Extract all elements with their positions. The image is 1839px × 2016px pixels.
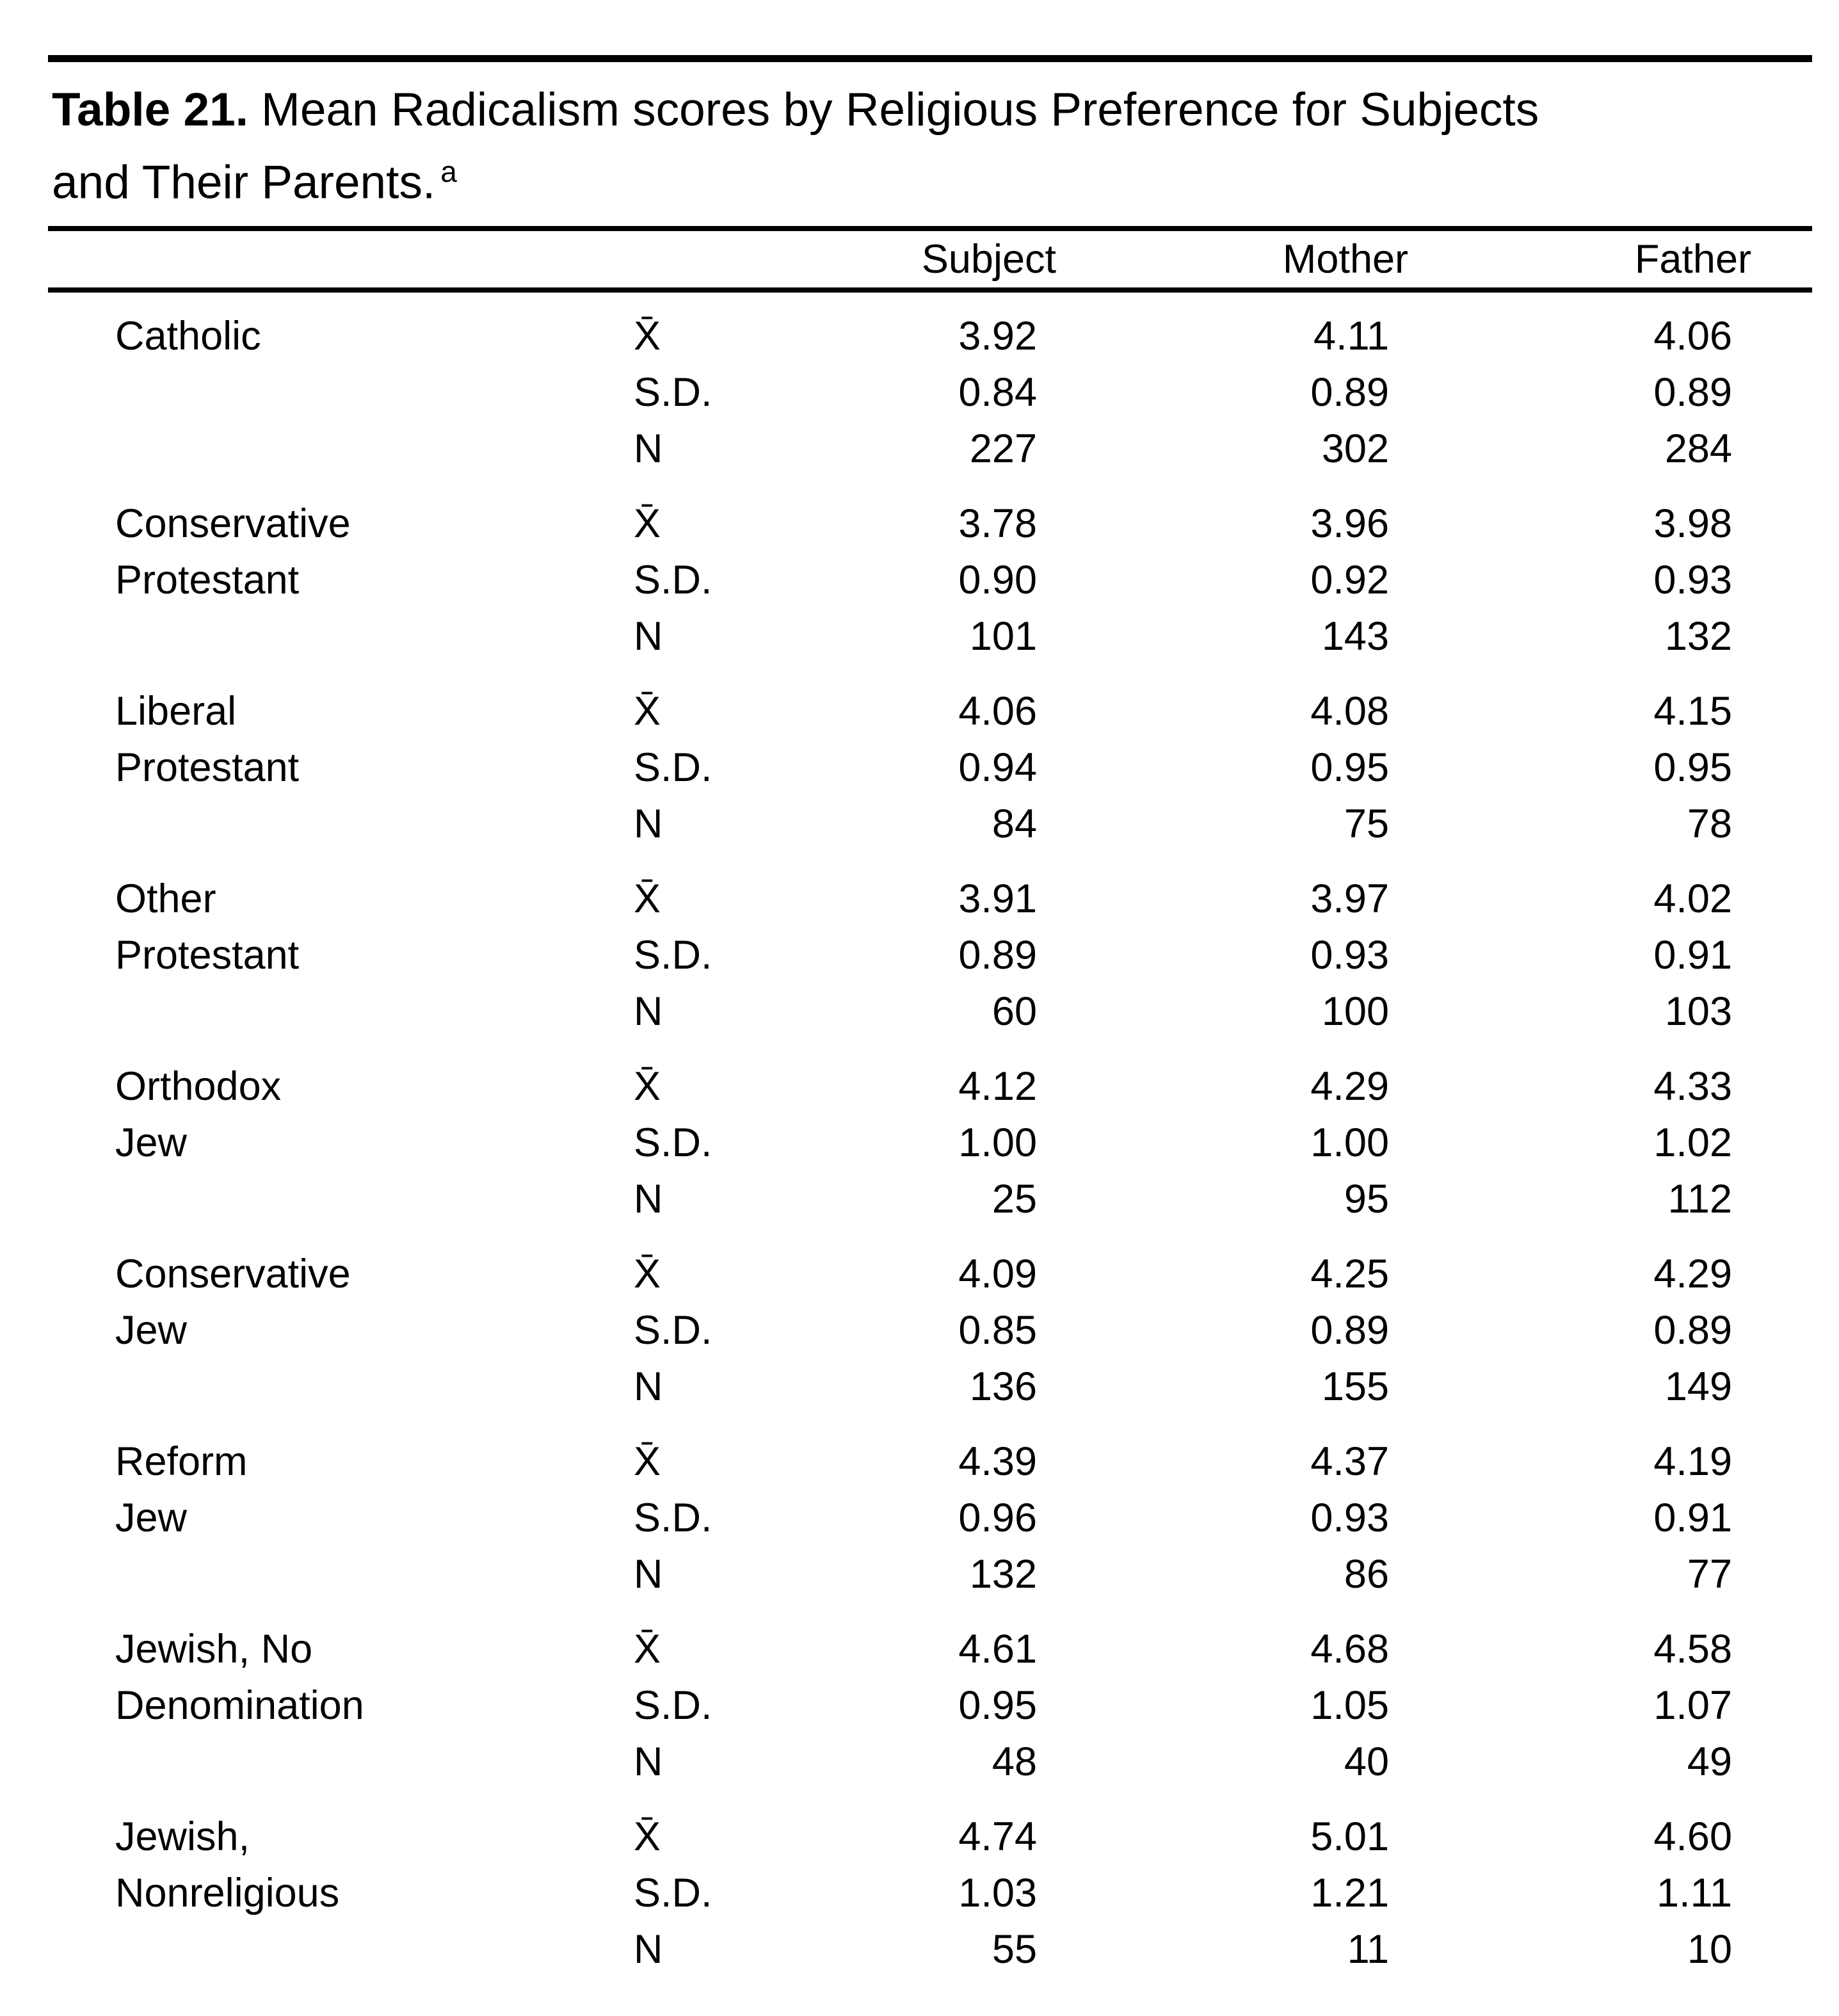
group-label-line3: [115, 983, 634, 1040]
father-mean: 3.98: [1653, 501, 1732, 547]
mother-mean: 4.25: [1310, 1252, 1389, 1297]
mother-n: 143: [1321, 614, 1389, 659]
father-mean: 4.60: [1653, 1814, 1732, 1860]
father-mean: 4.19: [1653, 1439, 1732, 1485]
group-label-line1: Jewish,: [115, 1814, 250, 1860]
father-mean: 4.06: [1653, 314, 1732, 359]
mother-n: 40: [1344, 1739, 1389, 1785]
religion-group-block: [48, 1433, 1812, 1602]
column-header-row: [48, 231, 1812, 287]
group-label-line1: Other: [115, 876, 216, 922]
father-sd: 0.95: [1653, 745, 1732, 791]
religion-group-block: [48, 1809, 1812, 1978]
subject-sd: 0.85: [958, 1308, 1037, 1353]
mother-sd: 0.92: [1310, 558, 1389, 603]
group-label-line3: [115, 608, 634, 665]
stat-label-sd: S.D.: [634, 558, 712, 603]
header-separator-rule: [48, 287, 1812, 293]
subject-n: 84: [992, 802, 1037, 847]
mother-sd: 1.00: [1310, 1120, 1389, 1166]
group-label-line2: Nonreligious: [115, 1871, 340, 1916]
subject-n: 25: [992, 1177, 1037, 1222]
stat-label-sd: S.D.: [634, 1871, 712, 1916]
group-label-line2: [115, 364, 634, 421]
stat-label-sd: S.D.: [634, 1496, 712, 1541]
subject-mean: 3.91: [958, 876, 1037, 922]
father-n: 10: [1687, 1927, 1732, 1972]
stat-label-mean: X̄: [634, 1252, 661, 1297]
mother-sd: 0.93: [1310, 933, 1389, 978]
religion-group-block: [48, 1058, 1812, 1227]
group-label-line1: Conservative: [115, 501, 351, 547]
father-n: 284: [1664, 426, 1732, 472]
religion-group-block: [48, 496, 1812, 665]
subject-n: 101: [969, 614, 1037, 659]
mother-sd: 0.89: [1310, 1308, 1389, 1353]
stat-label-n: N: [634, 426, 663, 472]
father-mean: 4.29: [1653, 1252, 1732, 1297]
stat-label-sd: S.D.: [634, 1308, 712, 1353]
group-label-line1: Reform: [115, 1439, 248, 1485]
group-label-line3: [115, 1921, 634, 1978]
stat-label-mean: X̄: [634, 1064, 661, 1109]
father-n: 132: [1664, 614, 1732, 659]
father-mean: 4.02: [1653, 876, 1732, 922]
mother-sd: 0.93: [1310, 1496, 1389, 1541]
column-header-father: Father: [1634, 237, 1751, 282]
religion-group-block: [48, 683, 1812, 852]
caption-separator-rule: [48, 226, 1812, 231]
father-mean: 4.15: [1653, 689, 1732, 734]
subject-sd: 1.03: [958, 1871, 1037, 1916]
subject-mean: 4.74: [958, 1814, 1037, 1860]
mother-n: 155: [1321, 1364, 1389, 1410]
stat-label-mean: X̄: [634, 314, 661, 359]
father-n: 112: [1667, 1177, 1732, 1222]
subject-sd: 0.96: [958, 1496, 1037, 1541]
subject-sd: 1.00: [958, 1120, 1037, 1166]
religion-group-block: [48, 308, 1812, 477]
subject-mean: 4.39: [958, 1439, 1037, 1485]
subject-sd: 0.84: [958, 370, 1037, 415]
mother-mean: 3.96: [1310, 501, 1389, 547]
subject-n: 60: [992, 989, 1037, 1035]
subject-n: 136: [969, 1364, 1037, 1410]
group-label-line2: Jew: [115, 1496, 188, 1541]
group-label-line3: [115, 1359, 634, 1415]
group-label-line2: Protestant: [115, 558, 300, 603]
subject-mean: 3.78: [958, 501, 1037, 547]
mother-mean: 4.37: [1310, 1439, 1389, 1485]
stat-label-n: N: [634, 1552, 663, 1597]
group-label-line3: [115, 421, 634, 477]
table-body: [48, 293, 1812, 1978]
subject-mean: 4.12: [958, 1064, 1037, 1109]
stat-label-sd: S.D.: [634, 1683, 712, 1729]
caption-line-1: [52, 79, 1812, 141]
stat-label-n: N: [634, 1927, 663, 1972]
stat-label-sd: S.D.: [634, 370, 712, 415]
mother-n: 302: [1321, 426, 1389, 472]
group-label-line3: [115, 1734, 634, 1790]
column-header-subject: Subject: [921, 237, 1056, 282]
group-label-line3: [115, 1546, 634, 1602]
father-sd: 1.07: [1653, 1683, 1732, 1729]
father-sd: 0.89: [1653, 370, 1732, 415]
subject-mean: 4.06: [958, 689, 1037, 734]
group-label-line1: Liberal: [115, 689, 237, 734]
group-label-line3: [115, 796, 634, 852]
mother-sd: 1.21: [1310, 1871, 1389, 1916]
stat-label-n: N: [634, 802, 663, 847]
subject-sd: 0.94: [958, 745, 1037, 791]
stat-label-n: N: [634, 614, 663, 659]
father-mean: 4.33: [1653, 1064, 1732, 1109]
mother-mean: 3.97: [1310, 876, 1389, 922]
stat-label-sd: S.D.: [634, 745, 712, 791]
religion-group-block: [48, 871, 1812, 1040]
subject-sd: 0.89: [958, 933, 1037, 978]
mother-n: 86: [1344, 1552, 1389, 1597]
caption-line-2: [52, 141, 1812, 213]
caption-text-2: and Their Parents.: [52, 156, 436, 209]
stat-label-n: N: [634, 1177, 663, 1222]
stat-label-mean: X̄: [634, 1814, 661, 1860]
stat-label-n: N: [634, 1739, 663, 1785]
subject-n: 227: [969, 426, 1037, 472]
top-rule: [48, 55, 1812, 62]
subject-n: 132: [969, 1552, 1037, 1597]
mother-n: 11: [1347, 1927, 1389, 1972]
caption-text-1: Mean Radicalism scores by Religious Preference for Subjects: [261, 84, 1539, 136]
mother-sd: 1.05: [1310, 1683, 1389, 1729]
stat-label-n: N: [634, 989, 663, 1035]
subject-mean: 4.61: [958, 1627, 1037, 1672]
subject-n: 48: [992, 1739, 1037, 1785]
stat-label-sd: S.D.: [634, 933, 712, 978]
father-sd: 0.93: [1653, 558, 1732, 603]
footnote-marker: a: [440, 155, 457, 188]
group-label-line3: [115, 1171, 634, 1227]
table-caption: [52, 79, 1812, 213]
father-n: 49: [1687, 1739, 1732, 1785]
father-sd: 0.91: [1653, 933, 1732, 978]
mother-mean: 4.29: [1310, 1064, 1389, 1109]
group-label-line2: Denomination: [115, 1683, 364, 1729]
mother-mean: 4.08: [1310, 689, 1389, 734]
table-number: Table 21.: [52, 84, 249, 136]
father-sd: 1.02: [1653, 1120, 1732, 1166]
mother-mean: 4.68: [1310, 1627, 1389, 1672]
mother-n: 95: [1344, 1177, 1389, 1222]
mother-n: 100: [1321, 989, 1389, 1035]
column-header-mother: Mother: [1282, 237, 1408, 282]
father-n: 78: [1687, 802, 1732, 847]
religion-group-block: [48, 1246, 1812, 1415]
subject-sd: 0.90: [958, 558, 1037, 603]
father-n: 149: [1664, 1364, 1732, 1410]
group-label-line2: Protestant: [115, 933, 300, 978]
group-label-line1: Catholic: [115, 314, 261, 359]
subject-sd: 0.95: [958, 1683, 1037, 1729]
father-n: 103: [1664, 989, 1732, 1035]
father-n: 77: [1687, 1552, 1732, 1597]
father-sd: 1.11: [1657, 1871, 1732, 1916]
mother-sd: 0.95: [1310, 745, 1389, 791]
group-label-line1: Conservative: [115, 1252, 351, 1297]
subject-mean: 4.09: [958, 1252, 1037, 1297]
subject-mean: 3.92: [958, 314, 1037, 359]
mother-n: 75: [1344, 802, 1389, 847]
stat-label-mean: X̄: [634, 501, 661, 547]
group-label-line2: Protestant: [115, 745, 300, 791]
mother-sd: 0.89: [1310, 370, 1389, 415]
stat-label-mean: X̄: [634, 689, 661, 734]
group-label-line1: Jewish, No: [115, 1627, 313, 1672]
group-label-line2: Jew: [115, 1120, 188, 1166]
mother-mean: 4.11: [1313, 314, 1389, 359]
table-region: [48, 55, 1812, 1978]
father-mean: 4.58: [1653, 1627, 1732, 1672]
father-sd: 0.91: [1653, 1496, 1732, 1541]
stat-label-mean: X̄: [634, 1627, 661, 1672]
subject-n: 55: [992, 1927, 1037, 1972]
mother-mean: 5.01: [1310, 1814, 1389, 1860]
group-label-line2: Jew: [115, 1308, 188, 1353]
stat-label-mean: X̄: [634, 1439, 661, 1485]
religion-group-block: [48, 1621, 1812, 1790]
stat-label-sd: S.D.: [634, 1120, 712, 1166]
stat-label-mean: X̄: [634, 876, 661, 922]
stat-label-n: N: [634, 1364, 663, 1410]
father-sd: 0.89: [1653, 1308, 1732, 1353]
group-label-line1: Orthodox: [115, 1064, 282, 1109]
